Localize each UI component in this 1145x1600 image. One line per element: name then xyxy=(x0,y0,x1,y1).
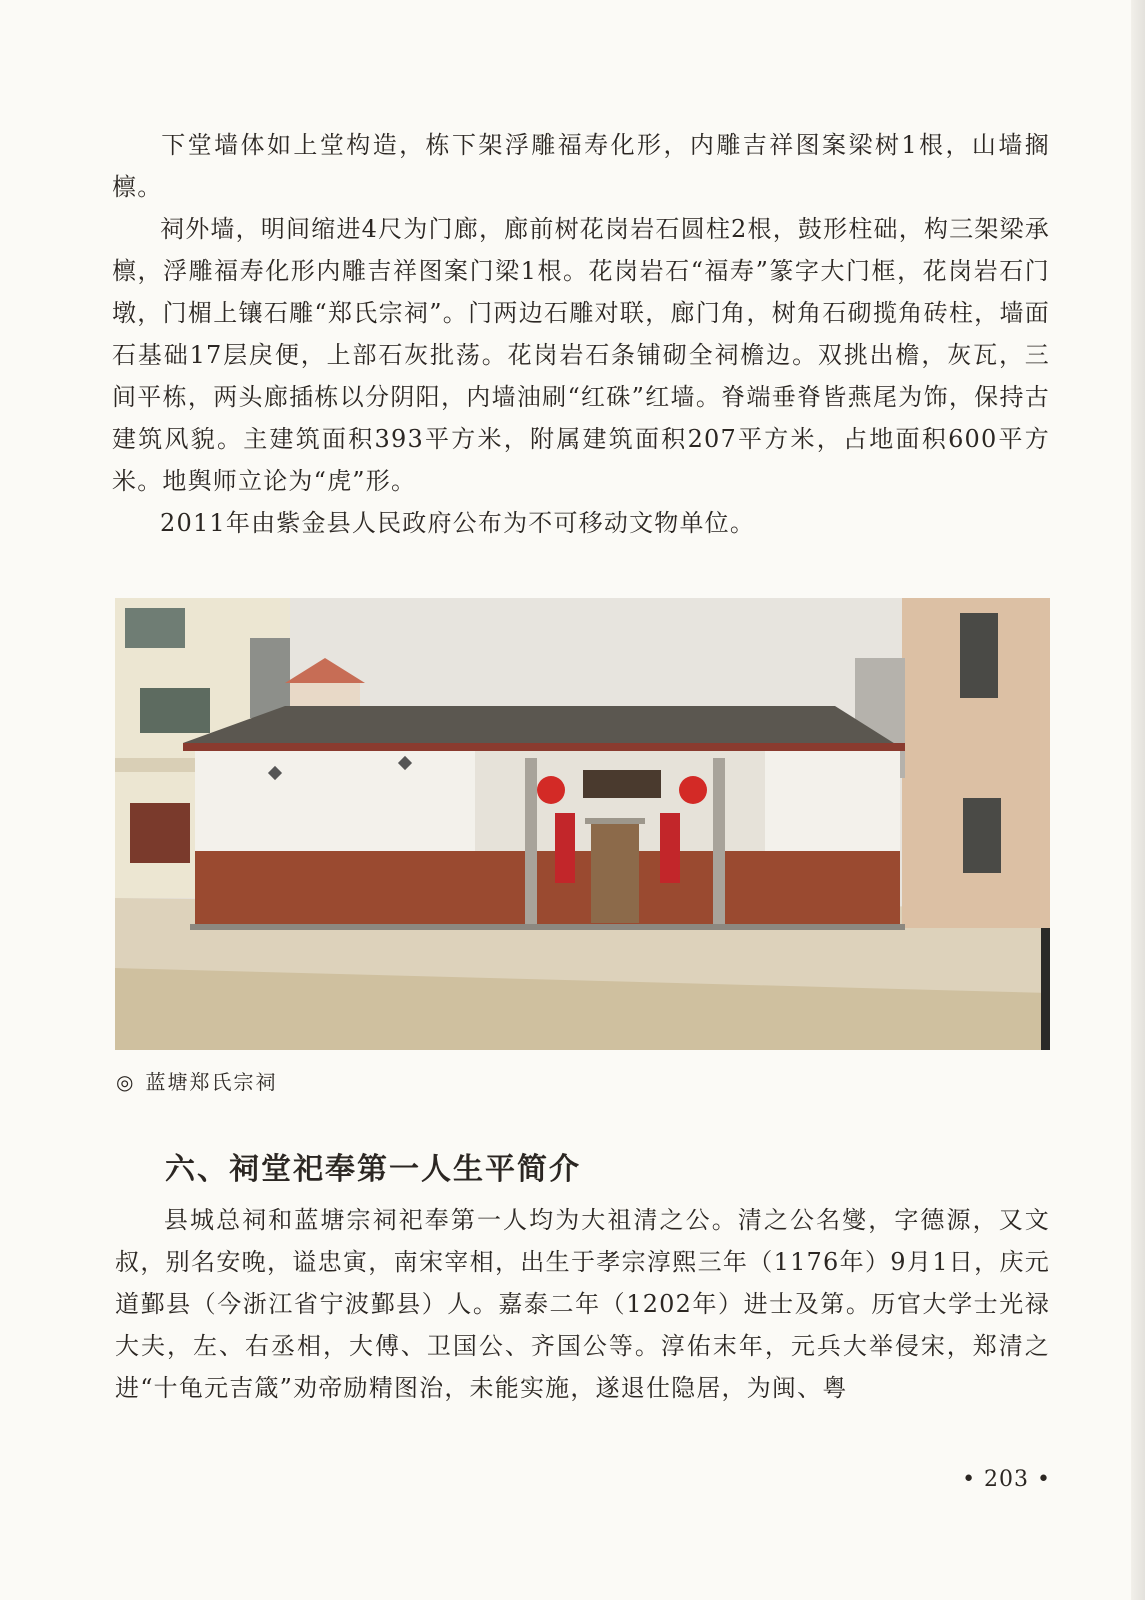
caption-text: 蓝塘郑氏宗祠 xyxy=(145,1070,278,1094)
paragraph-heritage-status: 2011年由紫金县人民政府公布为不可移动文物单位。 xyxy=(160,509,756,537)
page-edge-shadow xyxy=(1131,0,1145,1600)
section-heading: 六、祠堂祀奉第一人生平简介 xyxy=(165,1152,581,1187)
paragraph-lower-hall: 下堂墙体如上堂构造，栋下架浮雕福寿化形，内雕吉祥图案梁树1根，山墙搁檩。 xyxy=(112,131,1050,201)
ancestral-hall-photo xyxy=(115,598,1050,1050)
photo-caption xyxy=(116,1066,277,1095)
page-number: • 203 • xyxy=(962,1467,1051,1492)
paragraph-outer-wall: 祠外墙，明间缩进4尺为门廊，廊前树花岗岩石圆柱2根，鼓形柱础，构三架梁承檩，浮雕福寿化形内雕吉祥图案门梁1根。花岗岩石“福寿”篆字大门框，花岗岩石门墩，门楣上镶石雕“郑氏宗祠”。门两边石雕对联，廊门角，树角石砌揽角砖柱，墙面石基础17层戾便，上部石灰批荡。花岗岩石条铺砌全祠檐边。双挑出檐，灰瓦，三间平栋，两头廊插栋以分阴阳，内墙油刷“红硃”红墙。脊端垂脊皆燕尾为饰，保持古建筑风貌。主建筑面积393平方米，附属建筑面积207平方米，占地面积600平方米。地舆师立论为“虎”形。 xyxy=(112,215,1050,495)
caption-bullet-icon: ◎ xyxy=(116,1070,136,1094)
paragraph-founder-bio: 县城总祠和蓝塘宗祠祀奉第一人均为大祖清之公。清之公名燮，字德源，又文叔，别名安晚，谥忠寅，南宋宰相，出生于孝宗淳熙三年（1176年）9月1日，庆元道鄞县（今浙江省宁波鄞县）人。嘉泰二年（1202年）进士及第。历官大学士光禄大夫，左、右丞相，大傅、卫国公、齐国公等。淳佑末年，元兵大举侵宋，郑清之进“十龟元吉箴”劝帝励精图治，未能实施，遂退仕隐居，为闽、粤 xyxy=(115,1206,1050,1402)
